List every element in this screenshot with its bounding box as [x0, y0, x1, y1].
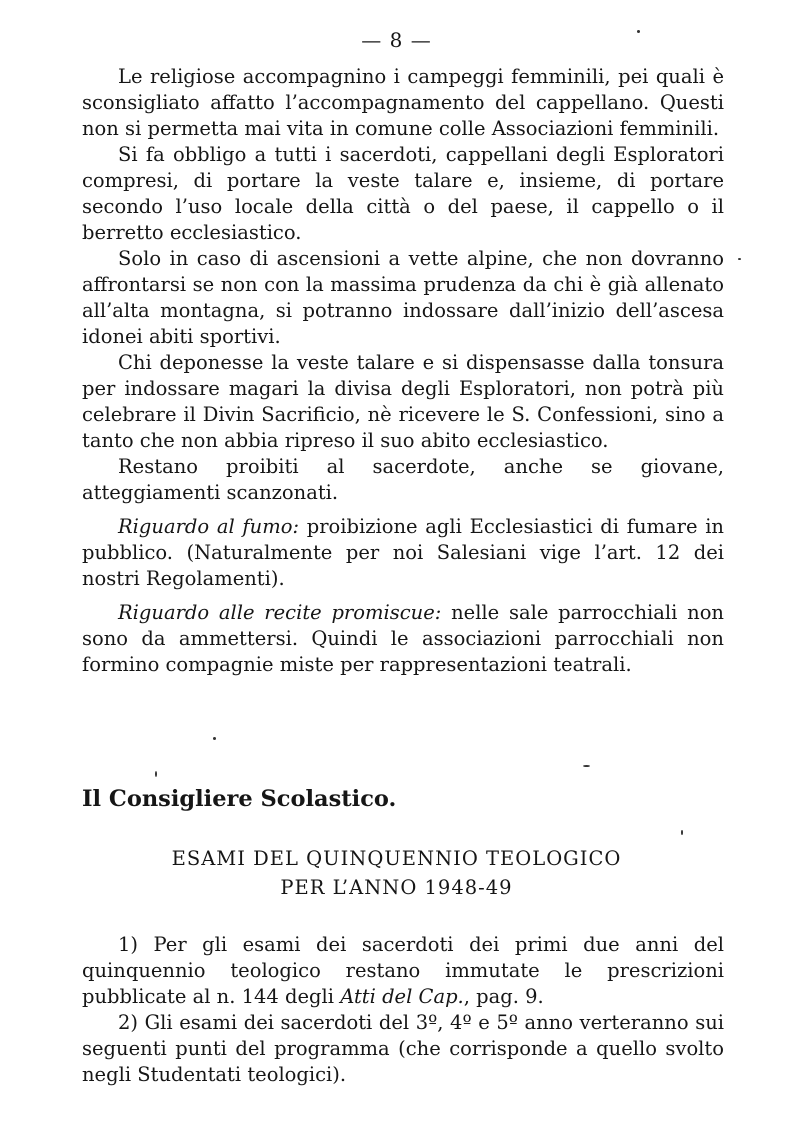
paragraph-cassock-obligation: Si fa obbligo a tutti i sacerdoti, cappellani degli Esploratori compresi, di portare la veste talare e, insieme, di portare secondo l’uso locale della città o del paese, il cappello o il berretto ecclesiastico.	[82, 143, 724, 244]
exam-item-1-page: , pag. 9.	[463, 985, 544, 1008]
scan-speck	[738, 258, 741, 260]
paragraph-mixed-plays	[82, 600, 724, 678]
exam-item-1-citation: Atti del Cap.	[340, 985, 464, 1008]
body-text-lower	[82, 932, 724, 1088]
smoking-text: proibizione agli Ecclesiastici di fumare in pubblico. (Naturalmente per noi Salesiani vige l’art. 12 dei nostri Regolamenti).	[82, 515, 724, 590]
exam-item-1-text: 1) Per gli esami dei sacerdoti dei primi due anni del quinquennio teologico restano immutate le prescrizioni pubblicate al n. 144 degli	[82, 933, 724, 1008]
paragraph-smoking	[82, 514, 724, 592]
paragraph-demeanor: Restano proibiti al sacerdote, anche se giovane, atteggiamenti scanzonati.	[82, 455, 724, 504]
scan-speck	[583, 765, 590, 767]
section-subtitle-line-1: ESAMI DEL QUINQUENNIO TEOLOGICO	[171, 847, 622, 870]
scan-speck	[637, 30, 640, 33]
scan-speck	[155, 771, 157, 777]
scan-speck	[213, 737, 216, 740]
mixed-plays-lead: Riguardo alle recite promiscue:	[118, 601, 442, 624]
section-subtitle-line-2: PER L’ANNO 1948-49	[280, 876, 513, 899]
mixed-plays-text: nelle sale parrocchiali non sono da ammettersi. Quindi le associazioni parrocchiali non formino compagnie miste per rappresentazioni teatrali.	[82, 601, 724, 676]
body-text-upper	[82, 64, 724, 678]
exam-item-2: 2) Gli esami dei sacerdoti del 3º, 4º e 5º anno verteranno sui seguenti punti del programma (che corrisponde a quello svolto negli Studentati teologici).	[82, 1011, 724, 1086]
paragraph-alpine-ascents: Solo in caso di ascensioni a vette alpine, che non dovranno affrontarsi se non con la massima prudenza da chi è già allenato all’alta montagna, si potranno indossare dall’inizio dell’ascesa idonei abiti sportivi.	[82, 247, 724, 348]
paragraph-religious-camps: Le religiose accompagnino i campeggi femminili, pei quali è sconsigliato affatto l’accompagnamento del cappellano. Questi non si permetta mai vita in comune colle Associazioni femminili.	[82, 65, 724, 140]
paragraph-scout-uniform: Chi deponesse la veste talare e si dispensasse dalla tonsura per indossare magari la divisa degli Esploratori, non potrà più celebrare il Divin Sacrificio, nè ricevere le S. Confessioni, sino a tanto che non abbia ripreso il suo abito ecclesiastico.	[82, 351, 724, 452]
section-heading: Il Consigliere Scolastico.	[82, 786, 397, 812]
smoking-lead: Riguardo al fumo:	[118, 515, 300, 538]
page-number: — 8 —	[361, 28, 432, 52]
exam-item-1	[82, 932, 724, 1010]
scan-speck	[681, 830, 683, 835]
